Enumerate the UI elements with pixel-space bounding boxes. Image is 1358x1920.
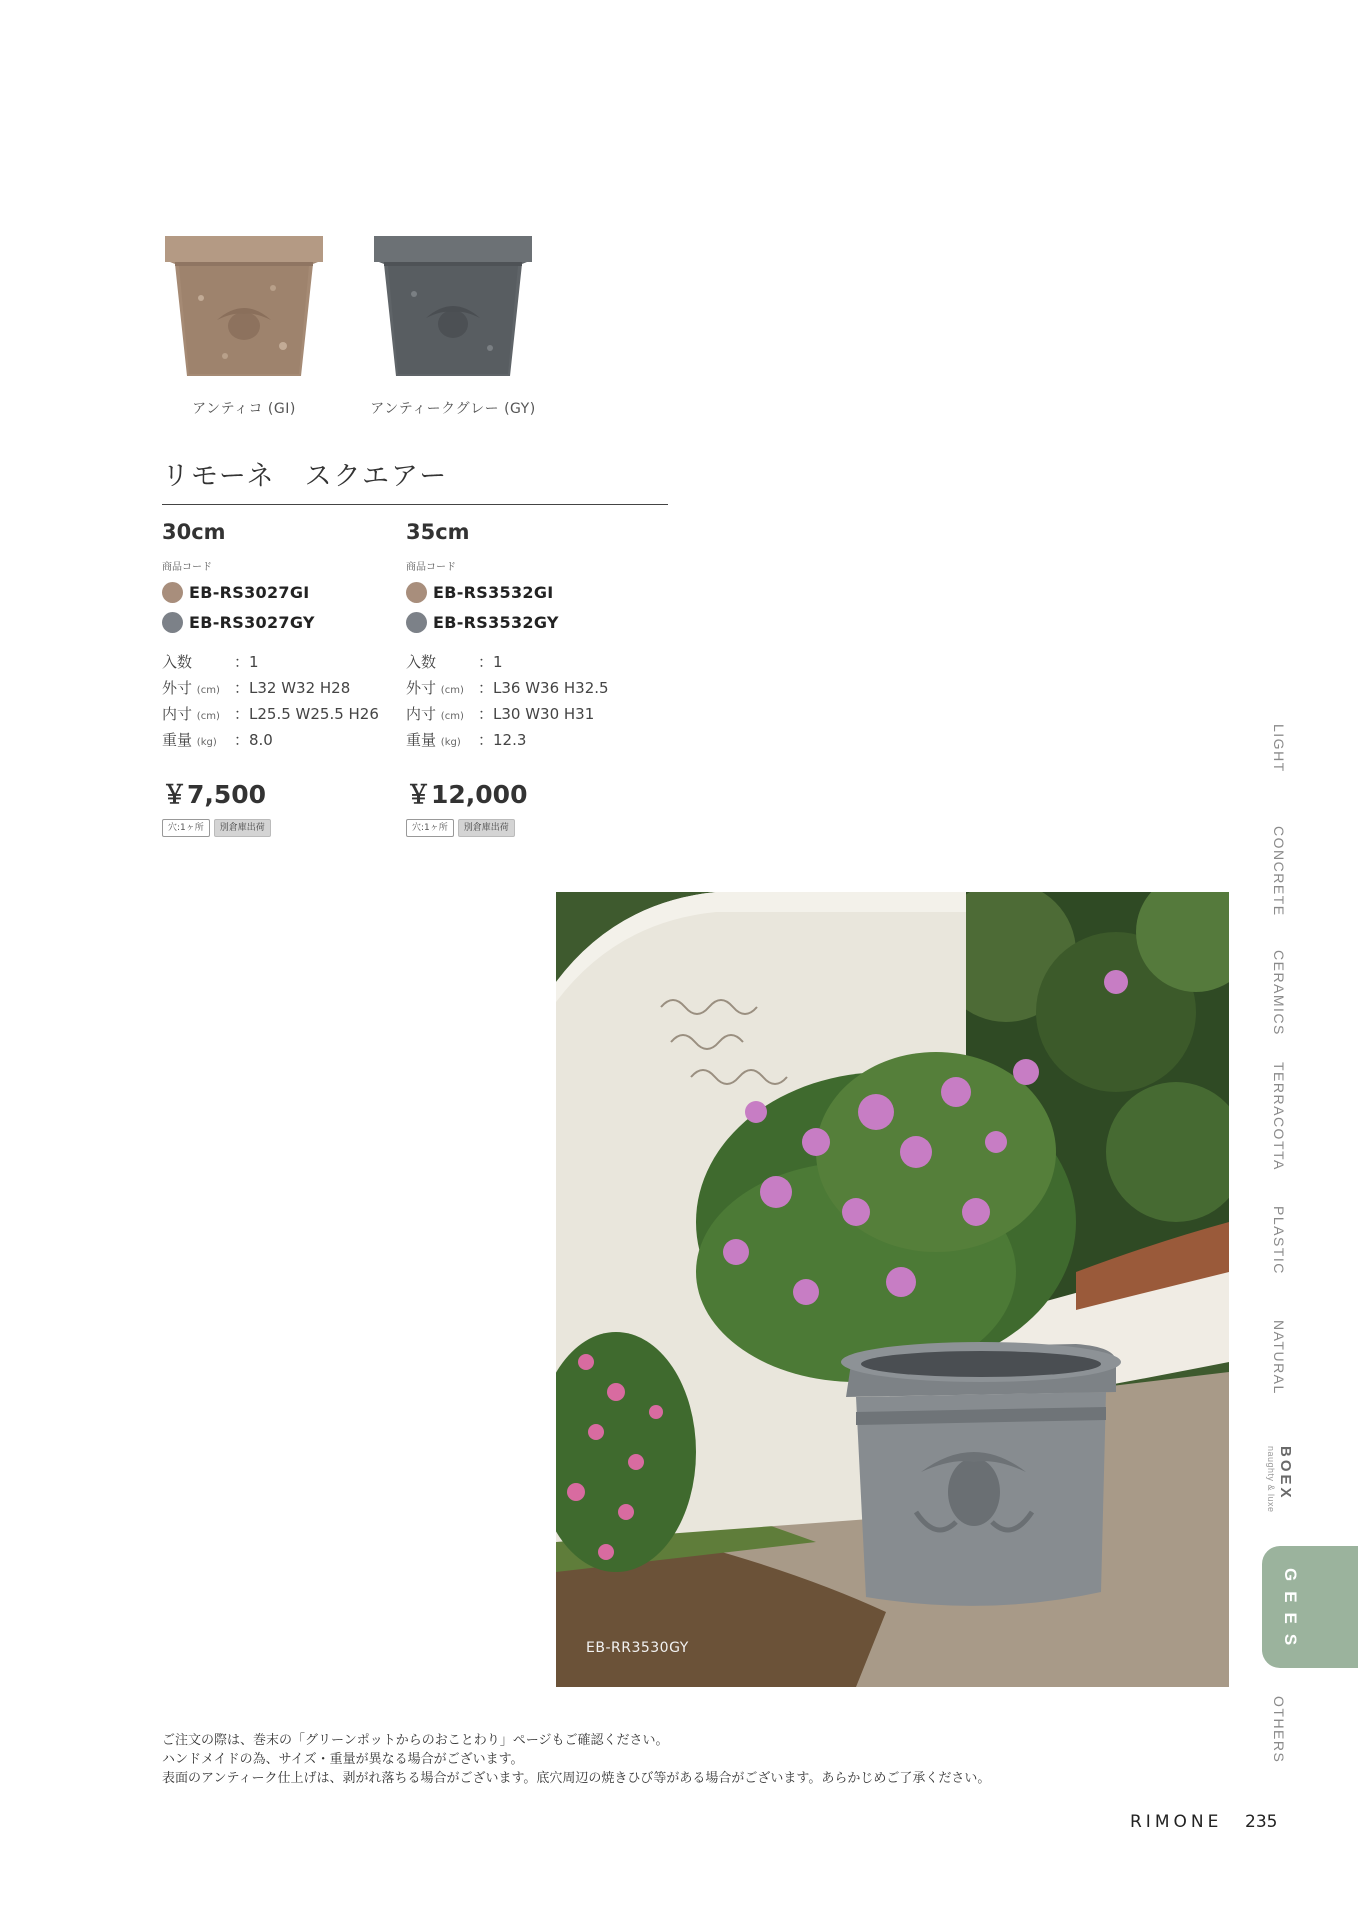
- product-30cm: [162, 520, 402, 837]
- tag-separate-warehouse: 別倉庫出荷: [458, 819, 515, 837]
- product-code-gy: [162, 611, 402, 633]
- code-text: EB‑RS3027GY: [189, 612, 315, 632]
- spec-outer-size: 外寸 (cm) ：L32 W32 H28: [162, 679, 351, 697]
- spec-weight: 重量 (kg) ：12.3: [406, 731, 527, 749]
- swatch-caption: アンティコ (GI): [192, 401, 296, 417]
- code-text: EB‑RS3532GY: [433, 612, 559, 632]
- spec-inner-size: 内寸 (cm) ：L30 W30 H31: [406, 705, 595, 723]
- product-title: リモーネ スクエアー: [162, 461, 449, 492]
- title-divider: [162, 504, 668, 505]
- product-code-gi: [406, 581, 646, 603]
- tag-list: [406, 819, 646, 837]
- note-line: ご注文の際は、巻末の「グリーンポットからのおことわり」ページもご確認ください。: [162, 1733, 669, 1748]
- tag-drain-hole: 穴:1ヶ所: [406, 819, 454, 837]
- boex-sub-label: naughty & luxe: [1266, 1446, 1276, 1513]
- brand-name: RIMONE: [1130, 1812, 1223, 1832]
- product-35cm: [406, 520, 646, 837]
- product-size: 35cm: [406, 520, 470, 544]
- spec-quantity: 入数 ：1: [162, 653, 259, 671]
- index-tab-boex[interactable]: [1268, 1446, 1308, 1526]
- product-size: 30cm: [162, 520, 226, 544]
- spec-list: [162, 649, 402, 753]
- photo-caption: EB-RR3530GY: [586, 1640, 689, 1656]
- index-tab-gees-active[interactable]: [1262, 1546, 1358, 1668]
- boex-label: BOEX: [1277, 1446, 1294, 1501]
- product-code-gi: [162, 581, 402, 603]
- color-dot-grey: [406, 612, 427, 633]
- code-text: EB‑RS3027GI: [189, 582, 310, 602]
- tag-drain-hole: 穴:1ヶ所: [162, 819, 210, 837]
- tag-separate-warehouse: 別倉庫出荷: [214, 819, 271, 837]
- code-text: EB‑RS3532GI: [433, 582, 554, 602]
- note-line: ハンドメイドの為、サイズ・重量が異なる場合がございます。: [162, 1752, 524, 1767]
- code-label: 商品コード: [406, 562, 456, 573]
- tag-list: [162, 819, 402, 837]
- gees-label: GEES: [1281, 1568, 1300, 1656]
- spec-weight: 重量 (kg) ：8.0: [162, 731, 273, 749]
- product-price: ￥7,500: [162, 780, 267, 809]
- color-dot-antico: [406, 582, 427, 603]
- note-line: 表面のアンティーク仕上げは、剥がれ落ちる場合がございます。底穴周辺の焼きひび等がある場合がございます。あらかじめご了承ください。: [162, 1771, 991, 1786]
- code-label: 商品コード: [162, 562, 212, 573]
- product-price: ￥12,000: [406, 780, 528, 809]
- garden-photo: [556, 892, 1229, 1687]
- spec-quantity: 入数 ：1: [406, 653, 503, 671]
- pot-antico-image: [155, 228, 333, 386]
- color-dot-grey: [162, 612, 183, 633]
- swatch-antique-grey: [358, 228, 548, 418]
- order-notes: [162, 1731, 990, 1788]
- product-code-gy: [406, 611, 646, 633]
- spec-list: [406, 649, 646, 753]
- spec-outer-size: 外寸 (cm) ：L36 W36 H32.5: [406, 679, 609, 697]
- page-number: 235: [1245, 1812, 1278, 1832]
- swatch-caption: アンティークグレー (GY): [370, 401, 536, 417]
- color-dot-antico: [162, 582, 183, 603]
- spec-inner-size: 内寸 (cm) ：L25.5 W25.5 H26: [162, 705, 379, 723]
- pot-antique-grey-image: [364, 228, 542, 386]
- swatch-antico: [149, 228, 339, 418]
